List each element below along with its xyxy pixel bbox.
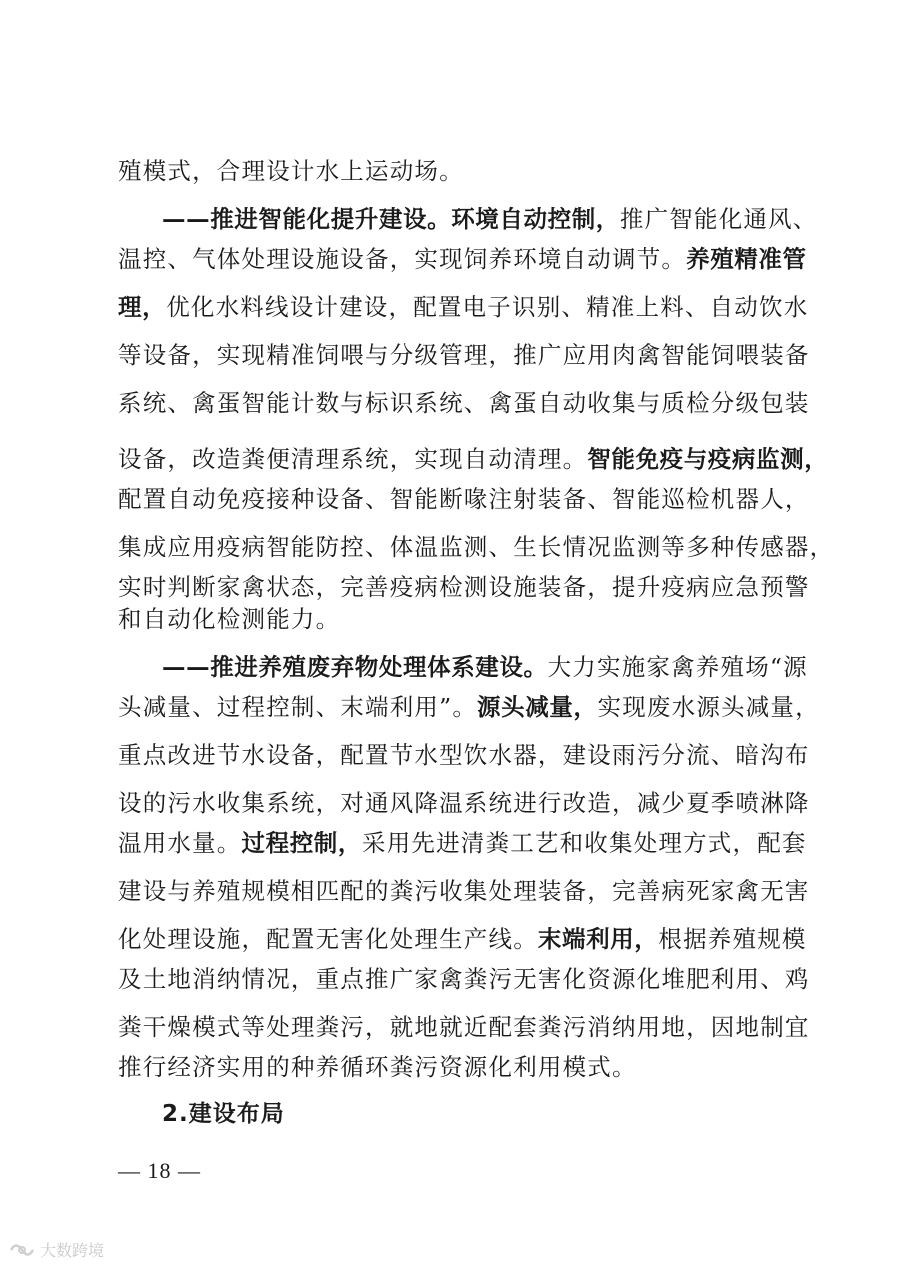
paragraph-line [118, 387, 810, 419]
text-run: 设备，改造粪便清理系统，实现自动清理。 [118, 445, 588, 473]
text-run: 优化水料线设计建设，配置电子识别、精准上料、自动饮水 [166, 293, 809, 321]
bold-phrase: 养殖精准管 [686, 245, 807, 273]
paragraph-line [118, 827, 807, 859]
text-run: 粪干燥模式等处理粪污，就地就近配套粪污消纳用地，因地制宜 [118, 1013, 810, 1041]
text-run: 和自动化检测能力。 [118, 605, 341, 633]
text-run: 集成应用疫病智能防控、体温监测、生长情况监测等多种传感器， [118, 533, 835, 561]
text-run: 实现废水源头减量， [597, 693, 820, 721]
text-run: 建设与养殖规模相匹配的粪污收集处理装备，完善病死家禽无害 [118, 877, 810, 905]
text-run: 大力实施家禽养殖场“源 [547, 653, 808, 681]
paragraph-line [118, 483, 810, 515]
text-run: 配置自动免疫接种设备、智能断喙注射装备、智能巡检机器人， [118, 485, 810, 513]
paragraph-line [118, 875, 810, 907]
paragraph-line [118, 963, 810, 995]
paragraph-line [118, 739, 810, 771]
text-run: 采用先进清粪工艺和收集处理方式，配套 [362, 829, 807, 857]
paragraph-line [118, 787, 810, 819]
page-number: — 18 — [118, 1158, 201, 1183]
text-run: 等设备，实现精准饲喂与分级管理，推广应用肉禽智能饲喂装备 [118, 341, 810, 369]
text-run: 推行经济实用的种养循环粪污资源化利用模式。 [118, 1053, 637, 1081]
bold-phrase: 源头减量， [477, 693, 598, 721]
paragraph-line [118, 339, 810, 371]
paragraph-line [118, 603, 798, 635]
text-run: 根据养殖规模 [658, 925, 807, 953]
text-run: 重点改进节水设备，配置节水型饮水器，建设雨污分流、暗沟布 [118, 741, 810, 769]
watermark [8, 1238, 104, 1261]
paragraph-line [118, 1011, 810, 1043]
paragraph-line [118, 923, 807, 955]
paragraph-line [118, 291, 809, 323]
section-heading: 2.建设布局 [162, 1101, 285, 1127]
text-run: 及土地消纳情况，重点推广家禽粪污无害化资源化堆肥利用、鸡 [118, 965, 810, 993]
bold-phrase: 过程控制， [241, 829, 362, 857]
paragraph-line [118, 1051, 798, 1083]
watermark-text: 大数跨境 [40, 1241, 105, 1260]
paragraph-line [118, 443, 829, 475]
text-run: 头减量、过程控制、末端利用”。 [118, 693, 478, 721]
paragraph-line [118, 571, 810, 603]
text-run: 温用水量。 [118, 829, 242, 857]
bold-phrase: 理， [118, 293, 167, 321]
paragraph-line [118, 155, 798, 187]
bold-phrase: 末端利用， [537, 925, 659, 953]
text-run: 设的污水收集系统，对通风降温系统进行改造，减少夏季喷淋降 [118, 789, 810, 817]
paragraph-line [162, 651, 808, 683]
paragraph-line [118, 531, 835, 563]
text-run: 推广智能化通风、 [619, 205, 818, 233]
paragraph-line [162, 203, 818, 235]
text-run: 温控、气体处理设施设备，实现饲养环境自动调节。 [118, 245, 687, 273]
bold-phrase: ——推进智能化提升建设。 [162, 205, 452, 233]
text-run: 殖模式，合理设计水上运动场。 [118, 157, 464, 185]
bold-phrase: 环境自动控制， [451, 205, 620, 233]
watermark-logo-icon [8, 1239, 36, 1261]
text-run: 系统、禽蛋智能计数与标识系统、禽蛋自动收集与质检分级包装 [118, 389, 810, 417]
paragraph-line [118, 243, 807, 275]
bold-phrase: ——推进养殖废弃物处理体系建设。 [162, 653, 548, 681]
text-run: 实时判断家禽状态，完善疫病检测设施装备，提升疫病应急预警 [118, 573, 810, 601]
bold-phrase: 智能免疫与疫病监测， [587, 445, 829, 473]
text-run: 化处理设施，配置无害化处理生产线。 [118, 925, 538, 953]
paragraph-line [118, 691, 820, 723]
